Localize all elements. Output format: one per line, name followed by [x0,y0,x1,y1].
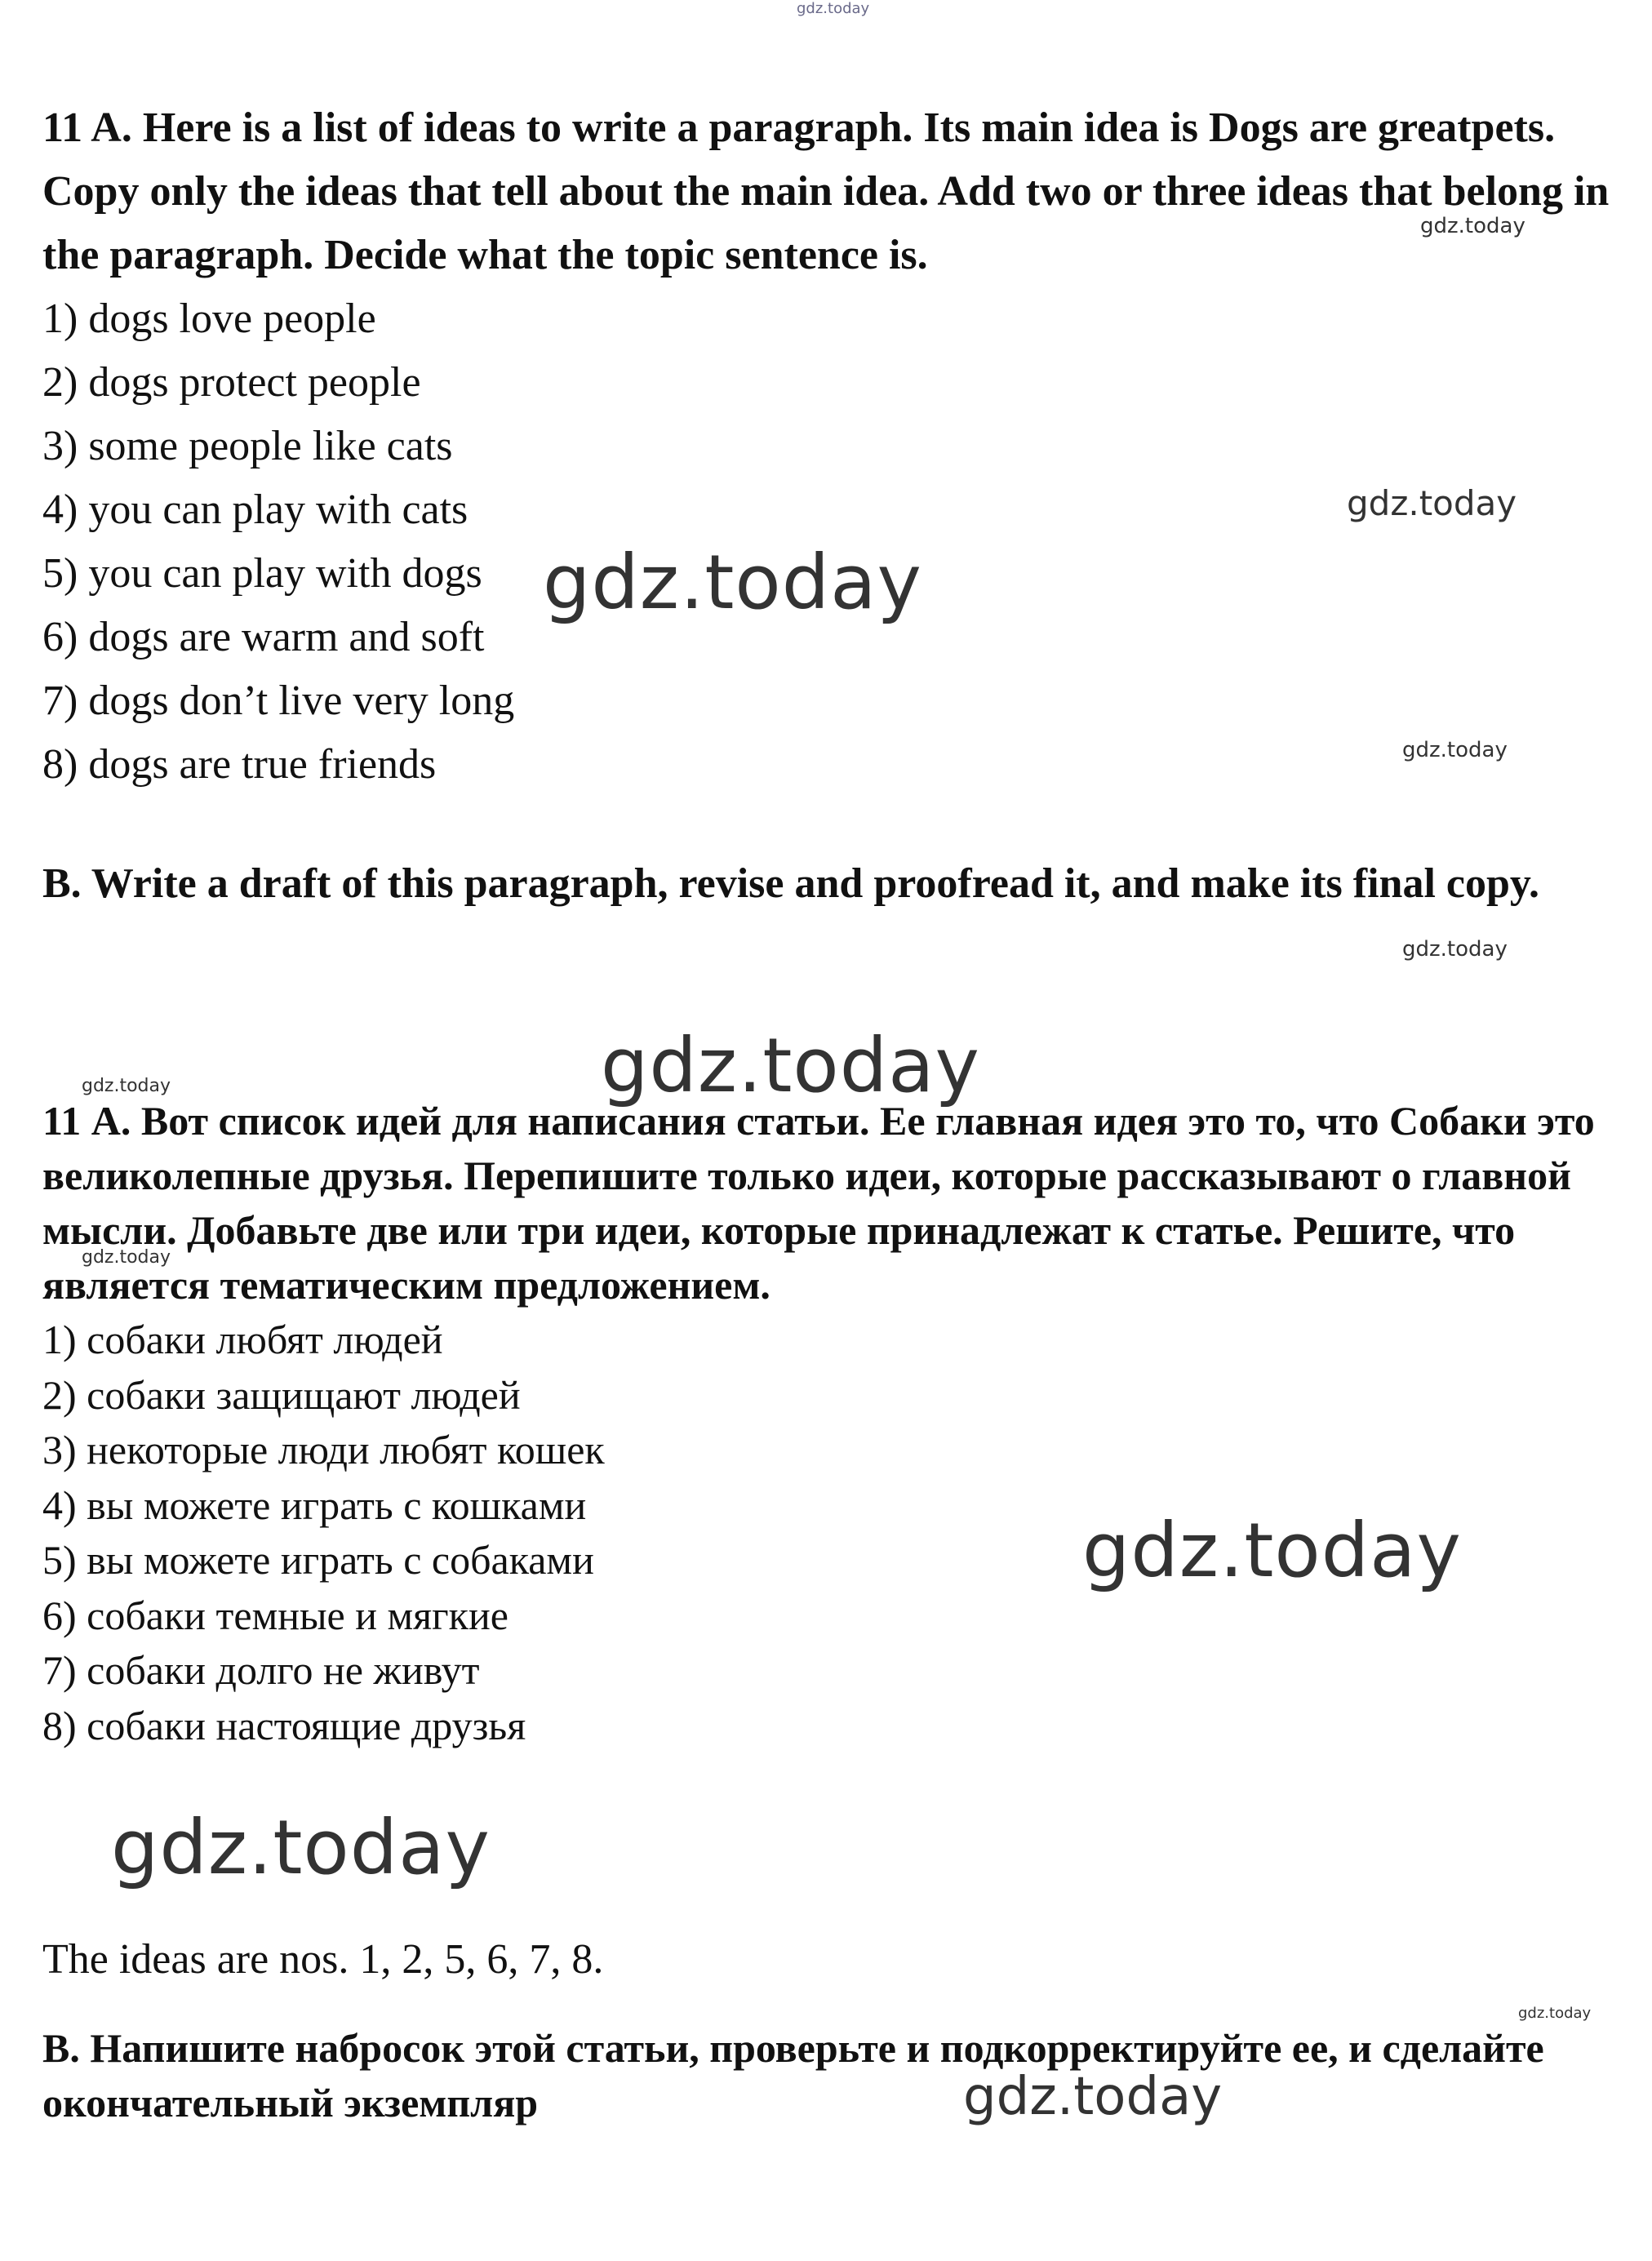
list-item: 6) dogs are warm and soft [42,614,485,660]
list-item: 7) dogs don’t live very long [42,677,515,724]
watermark: gdz.today [1518,2005,1592,2022]
list-item: 5) you can play with dogs [42,550,482,597]
russian-task-a: 11 А. Вот список идей для написания статьи. Ее главная идея это то, что Собаки это великолепные друзья. Перепишите только идеи, которые рассказывают о главной мысли. Добавьте две или три идеи, которые принадлежат к статье. Решите, что является тематическим предложением. [42,1098,1595,1308]
list-item: 7) собаки долго не живут [42,1647,480,1693]
watermark-top: gdz.today [797,0,870,17]
watermark: gdz.today [963,2067,1223,2127]
watermark: gdz.today [82,1247,171,1268]
list-item: 4) you can play with cats [42,486,469,533]
english-task-b-section [42,852,1626,916]
answer-text: The ideas are nos. 1, 2, 5, 6, 7, 8. [42,1936,604,1983]
watermark: gdz.today [111,1804,491,1891]
list-item: 6) собаки темные и мягкие [42,1592,508,1638]
russian-task-b: B. Напишите набросок этой статьи, проверьте и подкорректируйте ее, и сделайте окончательный экземпляр [42,2025,1544,2126]
russian-task-b-section [42,2021,1626,2130]
english-task-a: 11 A. Here is a list of ideas to write a paragraph. Its main idea is Dogs are greatpets. Copy only the ideas that tell about the main idea. Add two or three ideas that belong in the paragraph. Decide what the topic sentence is. [42,104,1610,278]
list-item: 3) some people like cats [42,423,453,469]
list-item: 1) собаки любят людей [42,1317,443,1362]
list-item: 4) вы можете играть с кошками [42,1481,587,1528]
list-item: 3) некоторые люди любят кошек [42,1427,605,1473]
watermark: gdz.today [1402,738,1508,762]
list-item: 8) dogs are true friends [42,741,437,788]
answer-section [42,1931,1626,1988]
english-section [42,96,1626,797]
watermark: gdz.today [543,539,922,626]
watermark: gdz.today [1402,937,1508,962]
list-item: 1) dogs love people [42,295,376,342]
russian-section [42,1094,1626,1753]
list-item: 2) dogs protect people [42,359,421,406]
watermark: gdz.today [601,1022,980,1109]
watermark: gdz.today [1347,483,1517,523]
list-item: 2) собаки защищают людей [42,1371,521,1418]
english-task-b: B. Write a draft of this paragraph, revise and proofread it, and make its final copy. [42,860,1540,907]
watermark: gdz.today [1420,214,1525,238]
list-item: 5) вы можете играть с собаками [42,1537,594,1583]
watermark: gdz.today [82,1076,171,1096]
watermark: gdz.today [1082,1507,1462,1594]
list-item: 8) собаки настоящие друзья [42,1702,526,1748]
